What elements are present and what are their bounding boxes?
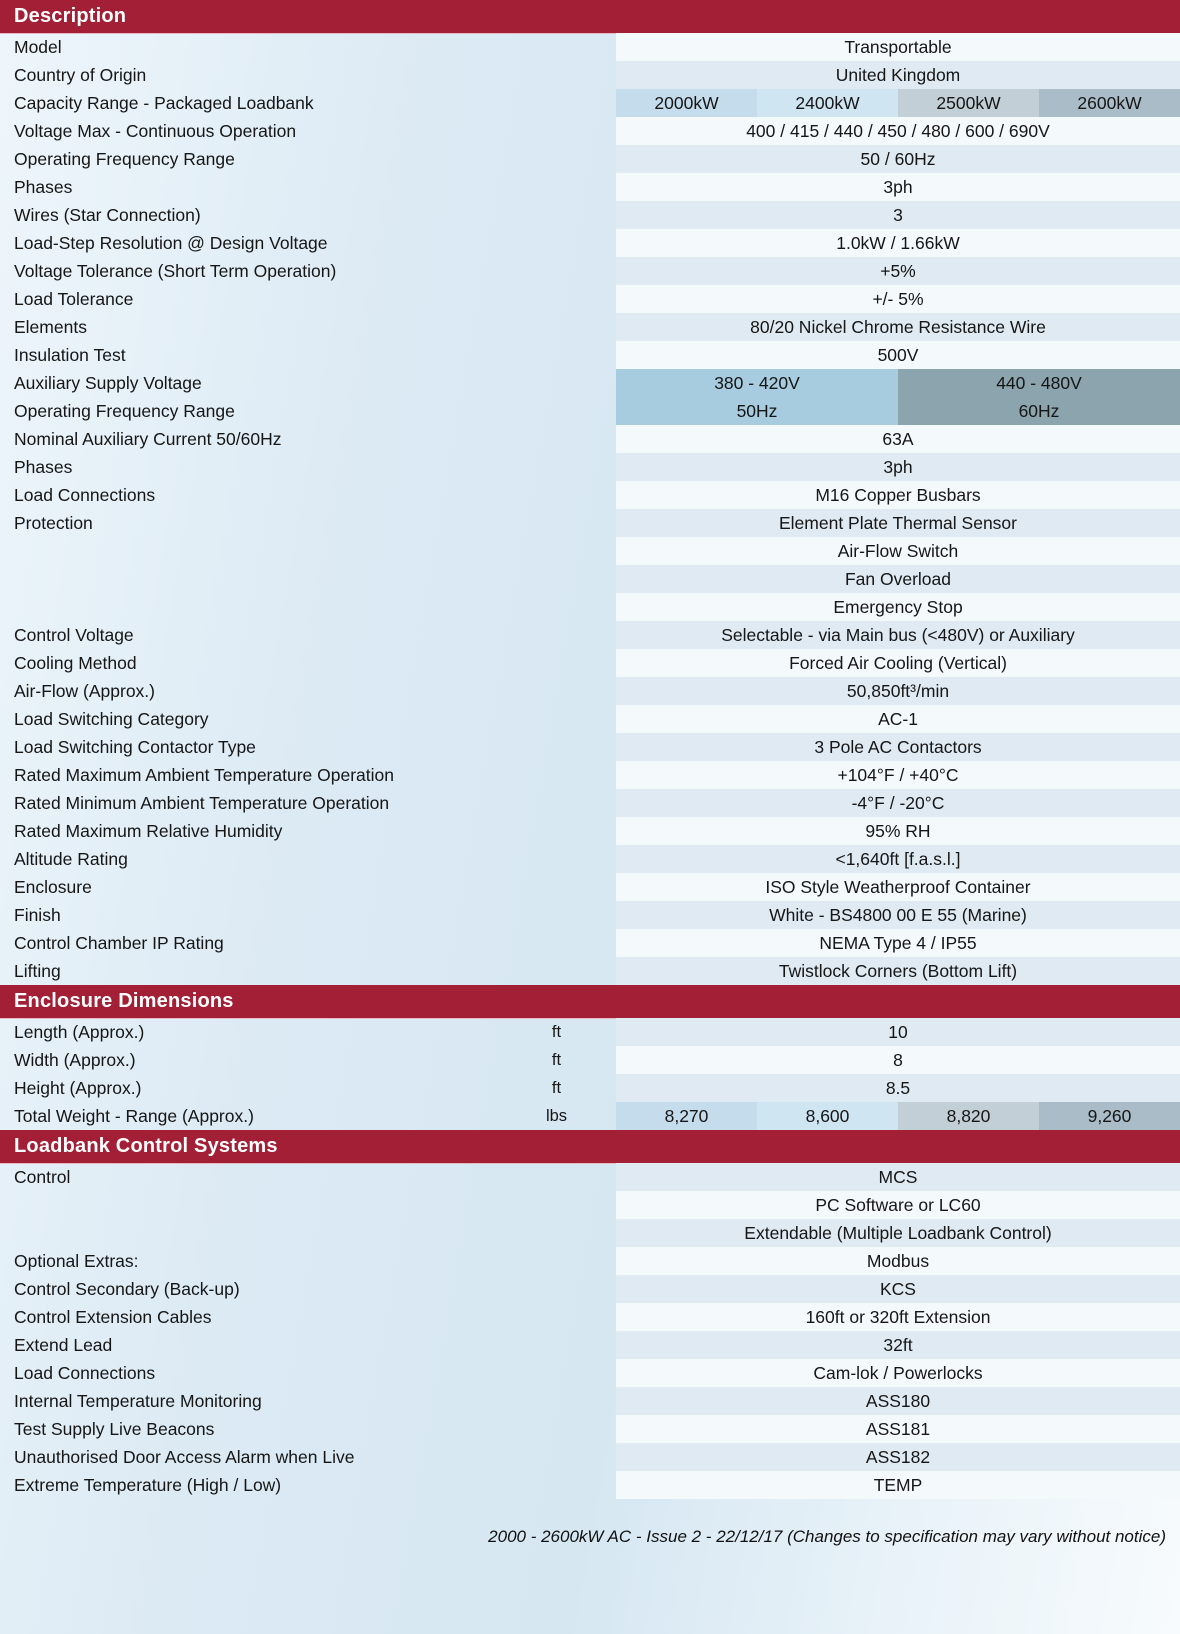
- row-value: Extendable (Multiple Loadbank Control): [616, 1219, 1180, 1247]
- row-label: Phases: [14, 176, 73, 197]
- row-value: Fan Overload: [616, 565, 1180, 593]
- row-label: [0, 537, 497, 565]
- row-value: ISO Style Weatherproof Container: [616, 873, 1180, 901]
- row-label: Voltage Max - Continuous Operation: [14, 120, 297, 141]
- table-row: [0, 481, 1180, 509]
- row-label: Rated Minimum Ambient Temperature Operation: [14, 792, 390, 813]
- row-label: Cooling Method: [14, 652, 137, 673]
- table-row: [0, 341, 1180, 369]
- row-value: Twistlock Corners (Bottom Lift): [616, 957, 1180, 985]
- row-unit: [497, 1275, 616, 1303]
- row-unit: [497, 649, 616, 677]
- row-value: 8.5: [616, 1074, 1180, 1102]
- row-unit: [497, 425, 616, 453]
- row-unit: [497, 1163, 616, 1191]
- table-row: [0, 1387, 1180, 1415]
- value-duo-group: [616, 369, 1180, 397]
- row-unit: [497, 89, 616, 117]
- row-unit: [497, 1443, 616, 1471]
- row-label: Extreme Temperature (High / Low): [14, 1474, 282, 1495]
- table-row: [0, 761, 1180, 789]
- row-label: Test Supply Live Beacons: [14, 1418, 215, 1439]
- value-duo-cell: 380 - 420V: [616, 369, 898, 397]
- row-unit: [497, 481, 616, 509]
- row-label: Rated Maximum Relative Humidity: [14, 820, 283, 841]
- row-unit: [497, 565, 616, 593]
- row-unit: [497, 61, 616, 89]
- value-quad-group: [616, 89, 1180, 117]
- table-row: [0, 285, 1180, 313]
- row-value: Emergency Stop: [616, 593, 1180, 621]
- row-label: Load Connections: [14, 484, 156, 505]
- table-row: [0, 1046, 1180, 1074]
- table-row: [0, 173, 1180, 201]
- row-value: 3ph: [616, 173, 1180, 201]
- row-value: ASS182: [616, 1443, 1180, 1471]
- row-unit: [497, 621, 616, 649]
- table-row: [0, 1415, 1180, 1443]
- row-unit: [497, 1415, 616, 1443]
- row-label: Control Chamber IP Rating: [14, 932, 224, 953]
- row-value: [616, 397, 1180, 425]
- table-row: [0, 621, 1180, 649]
- row-unit: ft: [551, 1022, 562, 1041]
- table-row: [0, 845, 1180, 873]
- value-duo-group: [616, 397, 1180, 425]
- row-label: Load Tolerance: [14, 288, 134, 309]
- row-value: <1,640ft [f.a.s.l.]: [616, 845, 1180, 873]
- row-label: Load Switching Contactor Type: [14, 736, 256, 757]
- row-value: -4°F / -20°C: [616, 789, 1180, 817]
- row-value: Forced Air Cooling (Vertical): [616, 649, 1180, 677]
- row-label: Control Voltage: [14, 624, 134, 645]
- table-row: [0, 1471, 1180, 1499]
- table-row: [0, 1247, 1180, 1275]
- row-label: [0, 1219, 497, 1247]
- row-label: Capacity Range - Packaged Loadbank: [14, 92, 314, 113]
- row-unit: [497, 593, 616, 621]
- value-duo-cell: 60Hz: [898, 397, 1180, 425]
- row-unit: [497, 677, 616, 705]
- row-unit: [497, 1359, 616, 1387]
- row-label: Finish: [14, 904, 61, 925]
- row-unit: [497, 901, 616, 929]
- row-label: Length (Approx.): [14, 1021, 145, 1042]
- row-label: Altitude Rating: [14, 848, 128, 869]
- section-header: Loadbank Control Systems: [0, 1130, 1180, 1163]
- value-quad-cell: 2600kW: [1039, 89, 1180, 117]
- row-label: Protection: [14, 512, 93, 533]
- row-label: Rated Maximum Ambient Temperature Operation: [14, 764, 394, 785]
- table-row: [0, 1359, 1180, 1387]
- row-value: [616, 369, 1180, 397]
- row-value: 400 / 415 / 440 / 450 / 480 / 600 / 690V: [616, 117, 1180, 145]
- row-label: Load Connections: [14, 1362, 156, 1383]
- row-unit: [497, 817, 616, 845]
- table-row: [0, 1074, 1180, 1102]
- value-quad-cell: 2500kW: [898, 89, 1039, 117]
- row-value: 80/20 Nickel Chrome Resistance Wire: [616, 313, 1180, 341]
- row-unit: [497, 761, 616, 789]
- row-label: Control Secondary (Back-up): [14, 1278, 240, 1299]
- table-row: [0, 1191, 1180, 1219]
- row-label: Height (Approx.): [14, 1077, 142, 1098]
- row-value: 32ft: [616, 1331, 1180, 1359]
- value-quad-cell: 2400kW: [757, 89, 898, 117]
- row-label: Optional Extras:: [14, 1250, 139, 1271]
- row-unit: [497, 1247, 616, 1275]
- row-value: ASS180: [616, 1387, 1180, 1415]
- row-value: 10: [616, 1018, 1180, 1046]
- row-value: 8: [616, 1046, 1180, 1074]
- row-value: M16 Copper Busbars: [616, 481, 1180, 509]
- row-label: Model: [14, 36, 62, 57]
- table-row: [0, 873, 1180, 901]
- table-row: [0, 649, 1180, 677]
- row-unit: [497, 789, 616, 817]
- row-value: ASS181: [616, 1415, 1180, 1443]
- row-unit: [497, 145, 616, 173]
- table-row: [0, 1219, 1180, 1247]
- value-quad-cell: 9,260: [1039, 1102, 1180, 1130]
- table-row: [0, 817, 1180, 845]
- value-quad-cell: 8,820: [898, 1102, 1039, 1130]
- table-row: [0, 593, 1180, 621]
- row-value: 95% RH: [616, 817, 1180, 845]
- table-row: [0, 565, 1180, 593]
- row-value: 63A: [616, 425, 1180, 453]
- row-unit: [497, 537, 616, 565]
- row-value: 3: [616, 201, 1180, 229]
- row-unit: [497, 313, 616, 341]
- row-unit: [497, 1387, 616, 1415]
- row-value: 500V: [616, 341, 1180, 369]
- section-header: Description: [0, 0, 1180, 33]
- value-quad-group: [616, 1102, 1180, 1130]
- row-label: Phases: [14, 456, 73, 477]
- value-quad-cell: 8,600: [757, 1102, 898, 1130]
- table-row: [0, 61, 1180, 89]
- row-unit: [497, 1471, 616, 1499]
- row-value: +5%: [616, 257, 1180, 285]
- row-value: [616, 89, 1180, 117]
- row-unit: [497, 229, 616, 257]
- footer-note: 2000 - 2600kW AC - Issue 2 - 22/12/17 (Changes to specification may vary without notice): [488, 1527, 1166, 1546]
- row-label: Extend Lead: [14, 1334, 113, 1355]
- row-unit: [497, 929, 616, 957]
- row-value: MCS: [616, 1163, 1180, 1191]
- row-value: KCS: [616, 1275, 1180, 1303]
- row-unit: [497, 509, 616, 537]
- row-value: Transportable: [616, 33, 1180, 61]
- value-duo-cell: 440 - 480V: [898, 369, 1180, 397]
- row-unit: [497, 173, 616, 201]
- row-unit: [497, 1191, 616, 1219]
- row-label: Elements: [14, 316, 87, 337]
- row-unit: [497, 845, 616, 873]
- row-label: Air-Flow (Approx.): [14, 680, 155, 701]
- row-unit: [497, 1219, 616, 1247]
- table-row: [0, 901, 1180, 929]
- row-value: Modbus: [616, 1247, 1180, 1275]
- table-row: [0, 1443, 1180, 1471]
- row-label: Load-Step Resolution @ Design Voltage: [14, 232, 328, 253]
- row-unit: [497, 341, 616, 369]
- row-unit: [497, 201, 616, 229]
- row-value: Cam-lok / Powerlocks: [616, 1359, 1180, 1387]
- table-row: [0, 1102, 1180, 1130]
- row-unit: [497, 397, 616, 425]
- row-unit: [497, 1303, 616, 1331]
- table-row: [0, 145, 1180, 173]
- value-duo-cell: 50Hz: [616, 397, 898, 425]
- row-value: PC Software or LC60: [616, 1191, 1180, 1219]
- row-label: Total Weight - Range (Approx.): [14, 1105, 254, 1126]
- row-value: NEMA Type 4 / IP55: [616, 929, 1180, 957]
- table-row: [0, 369, 1180, 397]
- row-label: Operating Frequency Range: [14, 400, 235, 421]
- table-row: [0, 705, 1180, 733]
- row-label: Auxiliary Supply Voltage: [14, 372, 202, 393]
- row-value: Element Plate Thermal Sensor: [616, 509, 1180, 537]
- row-unit: [497, 733, 616, 761]
- row-unit: [497, 957, 616, 985]
- row-unit: [497, 369, 616, 397]
- row-value: 50,850ft³/min: [616, 677, 1180, 705]
- table-row: [0, 33, 1180, 61]
- row-unit: ft: [551, 1050, 562, 1069]
- row-label: Width (Approx.): [14, 1049, 136, 1070]
- table-row: [0, 537, 1180, 565]
- row-unit: [497, 33, 616, 61]
- section-header: Enclosure Dimensions: [0, 985, 1180, 1018]
- table-row: [0, 117, 1180, 145]
- row-label: Internal Temperature Monitoring: [14, 1390, 262, 1411]
- row-unit: [497, 285, 616, 313]
- row-value: 50 / 60Hz: [616, 145, 1180, 173]
- table-row: [0, 397, 1180, 425]
- row-unit: lbs: [545, 1106, 568, 1125]
- row-label: Lifting: [14, 960, 61, 981]
- row-unit: [497, 453, 616, 481]
- table-row: [0, 789, 1180, 817]
- table-row: [0, 1331, 1180, 1359]
- row-label: Load Switching Category: [14, 708, 209, 729]
- row-label: Enclosure: [14, 876, 92, 897]
- row-value: +/- 5%: [616, 285, 1180, 313]
- row-unit: [497, 117, 616, 145]
- row-label: Control: [14, 1166, 71, 1187]
- row-unit: [497, 705, 616, 733]
- row-unit: ft: [551, 1078, 562, 1097]
- row-value: +104°F / +40°C: [616, 761, 1180, 789]
- table-row: [0, 1018, 1180, 1046]
- row-value: 160ft or 320ft Extension: [616, 1303, 1180, 1331]
- row-label: Wires (Star Connection): [14, 204, 201, 225]
- table-row: [0, 313, 1180, 341]
- row-value: TEMP: [616, 1471, 1180, 1499]
- table-row: [0, 957, 1180, 985]
- row-label: Country of Origin: [14, 64, 147, 85]
- table-row: [0, 201, 1180, 229]
- table-row: [0, 425, 1180, 453]
- value-quad-cell: 2000kW: [616, 89, 757, 117]
- row-label: Nominal Auxiliary Current 50/60Hz: [14, 428, 282, 449]
- table-row: [0, 733, 1180, 761]
- table-row: [0, 453, 1180, 481]
- row-label: Control Extension Cables: [14, 1306, 212, 1327]
- row-value: AC-1: [616, 705, 1180, 733]
- table-row: [0, 229, 1180, 257]
- row-value: Selectable - via Main bus (<480V) or Auxiliary: [616, 621, 1180, 649]
- row-label: [0, 565, 497, 593]
- table-row: [0, 89, 1180, 117]
- row-unit: [497, 257, 616, 285]
- row-unit: [497, 873, 616, 901]
- row-value: [616, 1102, 1180, 1130]
- table-row: [0, 1303, 1180, 1331]
- table-row: [0, 929, 1180, 957]
- row-value: 3 Pole AC Contactors: [616, 733, 1180, 761]
- row-value: Air-Flow Switch: [616, 537, 1180, 565]
- row-value: United Kingdom: [616, 61, 1180, 89]
- table-row: [0, 1163, 1180, 1191]
- table-row: [0, 257, 1180, 285]
- row-label: Voltage Tolerance (Short Term Operation): [14, 260, 337, 281]
- row-value: 1.0kW / 1.66kW: [616, 229, 1180, 257]
- row-label: Operating Frequency Range: [14, 148, 235, 169]
- table-row: [0, 1275, 1180, 1303]
- value-quad-cell: 8,270: [616, 1102, 757, 1130]
- table-row: [0, 509, 1180, 537]
- table-row: [0, 677, 1180, 705]
- row-label: Insulation Test: [14, 344, 126, 365]
- row-label: Unauthorised Door Access Alarm when Live: [14, 1446, 355, 1467]
- row-label: [0, 1191, 497, 1219]
- row-label: [0, 593, 497, 621]
- row-unit: [497, 1331, 616, 1359]
- row-value: 3ph: [616, 453, 1180, 481]
- row-value: White - BS4800 00 E 55 (Marine): [616, 901, 1180, 929]
